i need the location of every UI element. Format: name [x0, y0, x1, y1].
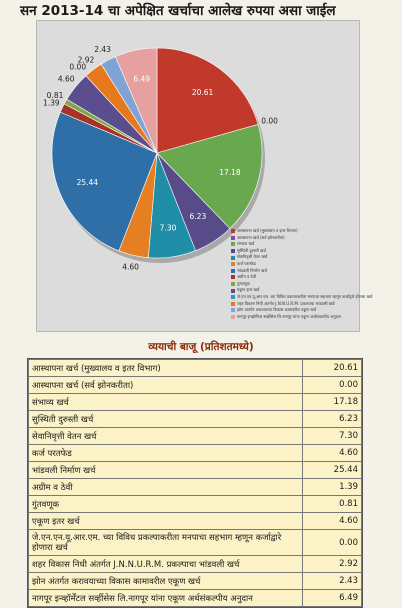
row-value: 1.39	[303, 479, 362, 496]
row-value: 4.60	[303, 445, 362, 462]
row-value: 2.43	[303, 573, 362, 590]
legend-label: संभाव्य खर्च	[237, 241, 255, 247]
table-row	[29, 530, 362, 556]
data-label: 2.92	[77, 55, 95, 65]
row-value: 25.44	[303, 462, 362, 479]
table-row	[29, 445, 362, 462]
data-label: 6.49	[133, 74, 151, 84]
data-label: 0.00	[69, 62, 87, 72]
data-label: 1.39	[42, 98, 60, 108]
legend-swatch	[231, 289, 235, 293]
row-label: आस्थापना खर्च (सर्व झोनकरीता)	[29, 377, 303, 394]
data-label: 7.30	[159, 223, 177, 233]
row-label: जे.एन.एन.यू.आर.एम. च्या विविध प्रकल्पाकरीता मनपाचा सहभाग म्हणून कर्जाद्वारे होणारा खर्च	[29, 530, 303, 556]
legend-swatch	[231, 269, 235, 273]
table-row	[29, 479, 362, 496]
legend-swatch	[231, 302, 235, 306]
legend-swatch	[231, 256, 235, 260]
legend-item	[231, 228, 357, 235]
legend-swatch	[231, 282, 235, 286]
legend-label: भांडवली निर्माण खर्च	[237, 267, 267, 273]
row-label: सुस्थिती दुरुस्ती खर्च	[29, 411, 303, 428]
data-label: 4.60	[57, 74, 75, 84]
pie-chart	[36, 20, 373, 332]
legend-item	[231, 248, 357, 255]
table-row	[29, 377, 362, 394]
legend-label: एकूण इतर खर्च	[237, 287, 260, 293]
legend-swatch	[231, 236, 235, 240]
legend-swatch	[231, 275, 235, 279]
row-value: 0.00	[303, 377, 362, 394]
row-value: 6.49	[303, 590, 362, 607]
table-row	[29, 360, 362, 377]
row-value: 7.30	[303, 428, 362, 445]
legend-swatch	[231, 295, 235, 299]
table-row	[29, 513, 362, 530]
legend-label: कर्ज परतफेड	[237, 260, 256, 266]
legend-swatch	[231, 229, 235, 233]
table-row	[29, 556, 362, 573]
legend-item	[231, 281, 357, 288]
legend-label: आस्थापना खर्च (सर्व झोनकरीता)	[237, 234, 285, 240]
row-label: सेवानिवृत्ती वेतन खर्च	[29, 428, 303, 445]
row-label: आस्थापना खर्च (मुख्यालय व इतर विभाग)	[29, 360, 303, 377]
legend-label: सुस्थिती दुरुस्ती खर्च	[237, 247, 266, 253]
row-label: संभाव्य खर्च	[29, 394, 303, 411]
row-value: 6.23	[303, 411, 362, 428]
legend-item	[231, 254, 357, 261]
row-label: कर्ज परतफेड	[29, 445, 303, 462]
row-value: 17.18	[303, 394, 362, 411]
legend-item	[231, 235, 357, 242]
legend-label: सेवानिवृत्ती वेतन खर्च	[237, 254, 268, 260]
legend-swatch	[231, 315, 235, 319]
row-label: भांडवली निर्माण खर्च	[29, 462, 303, 479]
table-row	[29, 573, 362, 590]
legend-swatch	[231, 262, 235, 266]
legend-label: आस्थापना खर्च (मुख्यालय व इतर विभाग)	[237, 228, 298, 233]
legend-label: अग्रीम व ठेवी	[237, 274, 257, 280]
page-title: सन 2013-14 चा अपेक्षित खर्चाचा आलेख रुपया असा जाईल	[20, 3, 336, 19]
row-value: 0.81	[303, 496, 362, 513]
row-label: गुंतवणूक	[29, 496, 303, 513]
table-row	[29, 462, 362, 479]
legend-item	[231, 301, 357, 308]
legend-label: नागपूर इन्व्हॉर्मेंटल सर्व्हीसेस लि.नागपूर यांना एकूण अर्थसंकल्पीय अनुदान	[237, 313, 341, 319]
legend-swatch	[231, 308, 235, 312]
row-label: एकूण इतर खर्च	[29, 513, 303, 530]
table-row	[29, 428, 362, 445]
row-value: 2.92	[303, 556, 362, 573]
data-label: 4.60	[122, 262, 139, 272]
expenditure-table	[27, 358, 363, 608]
data-label: 20.61	[191, 88, 214, 98]
legend-item	[231, 287, 357, 294]
chart-legend	[231, 228, 373, 320]
legend-item	[231, 314, 357, 321]
row-label: झोन अंतर्गत करावयाच्या विकास कामावरील एकूण खर्च	[29, 573, 303, 590]
legend-swatch	[231, 242, 235, 246]
data-label: 6.23	[189, 212, 207, 222]
legend-item	[231, 268, 357, 275]
data-label: 0.81	[46, 91, 64, 101]
table-row	[29, 496, 362, 513]
row-label: शहर विकास निधी अंतर्गत J.N.N.U.R.M. प्रकल्पाचा भांडवली खर्च	[29, 556, 303, 573]
legend-item	[231, 274, 357, 281]
data-label: 0.00	[261, 116, 278, 126]
table-title: व्ययाची बाजू (प्रतिशतमध्ये)	[148, 341, 254, 353]
row-label: नागपूर इन्व्हॉर्मेंटल सर्व्हीसेस लि.नागपूर यांना एकूण अर्थसंकल्पीय अनुदान	[29, 590, 303, 607]
legend-label: जे.एन.एन.यू.आर.एम. च्या विविध प्रकल्पाकरीता मनपाचा सहभाग म्हणून कर्जाद्वारे होणारा खर्च	[237, 293, 373, 299]
table-row	[29, 411, 362, 428]
legend-swatch	[231, 249, 235, 253]
table-row	[29, 394, 362, 411]
legend-item	[231, 307, 357, 314]
data-label: 25.44	[76, 177, 99, 187]
legend-item	[231, 241, 357, 248]
legend-item	[231, 293, 373, 301]
legend-label: गुंतवणूक	[237, 280, 250, 286]
legend-item	[231, 261, 357, 268]
row-value: 20.61	[303, 360, 362, 377]
table-row	[29, 590, 362, 607]
data-label: 17.18	[219, 168, 241, 178]
row-value: 0.00	[303, 530, 362, 556]
legend-label: झोन अंतर्गत करावयाच्या विकास कामावरील एकूण खर्च	[237, 307, 317, 313]
legend-label: शहर विकास निधी अंतर्गत J.N.N.U.R.M. प्रकल्पाचा भांडवली खर्च	[237, 300, 335, 306]
row-value: 4.60	[303, 513, 362, 530]
row-label: अग्रीम व ठेवी	[29, 479, 303, 496]
data-label: 2.43	[94, 44, 111, 54]
